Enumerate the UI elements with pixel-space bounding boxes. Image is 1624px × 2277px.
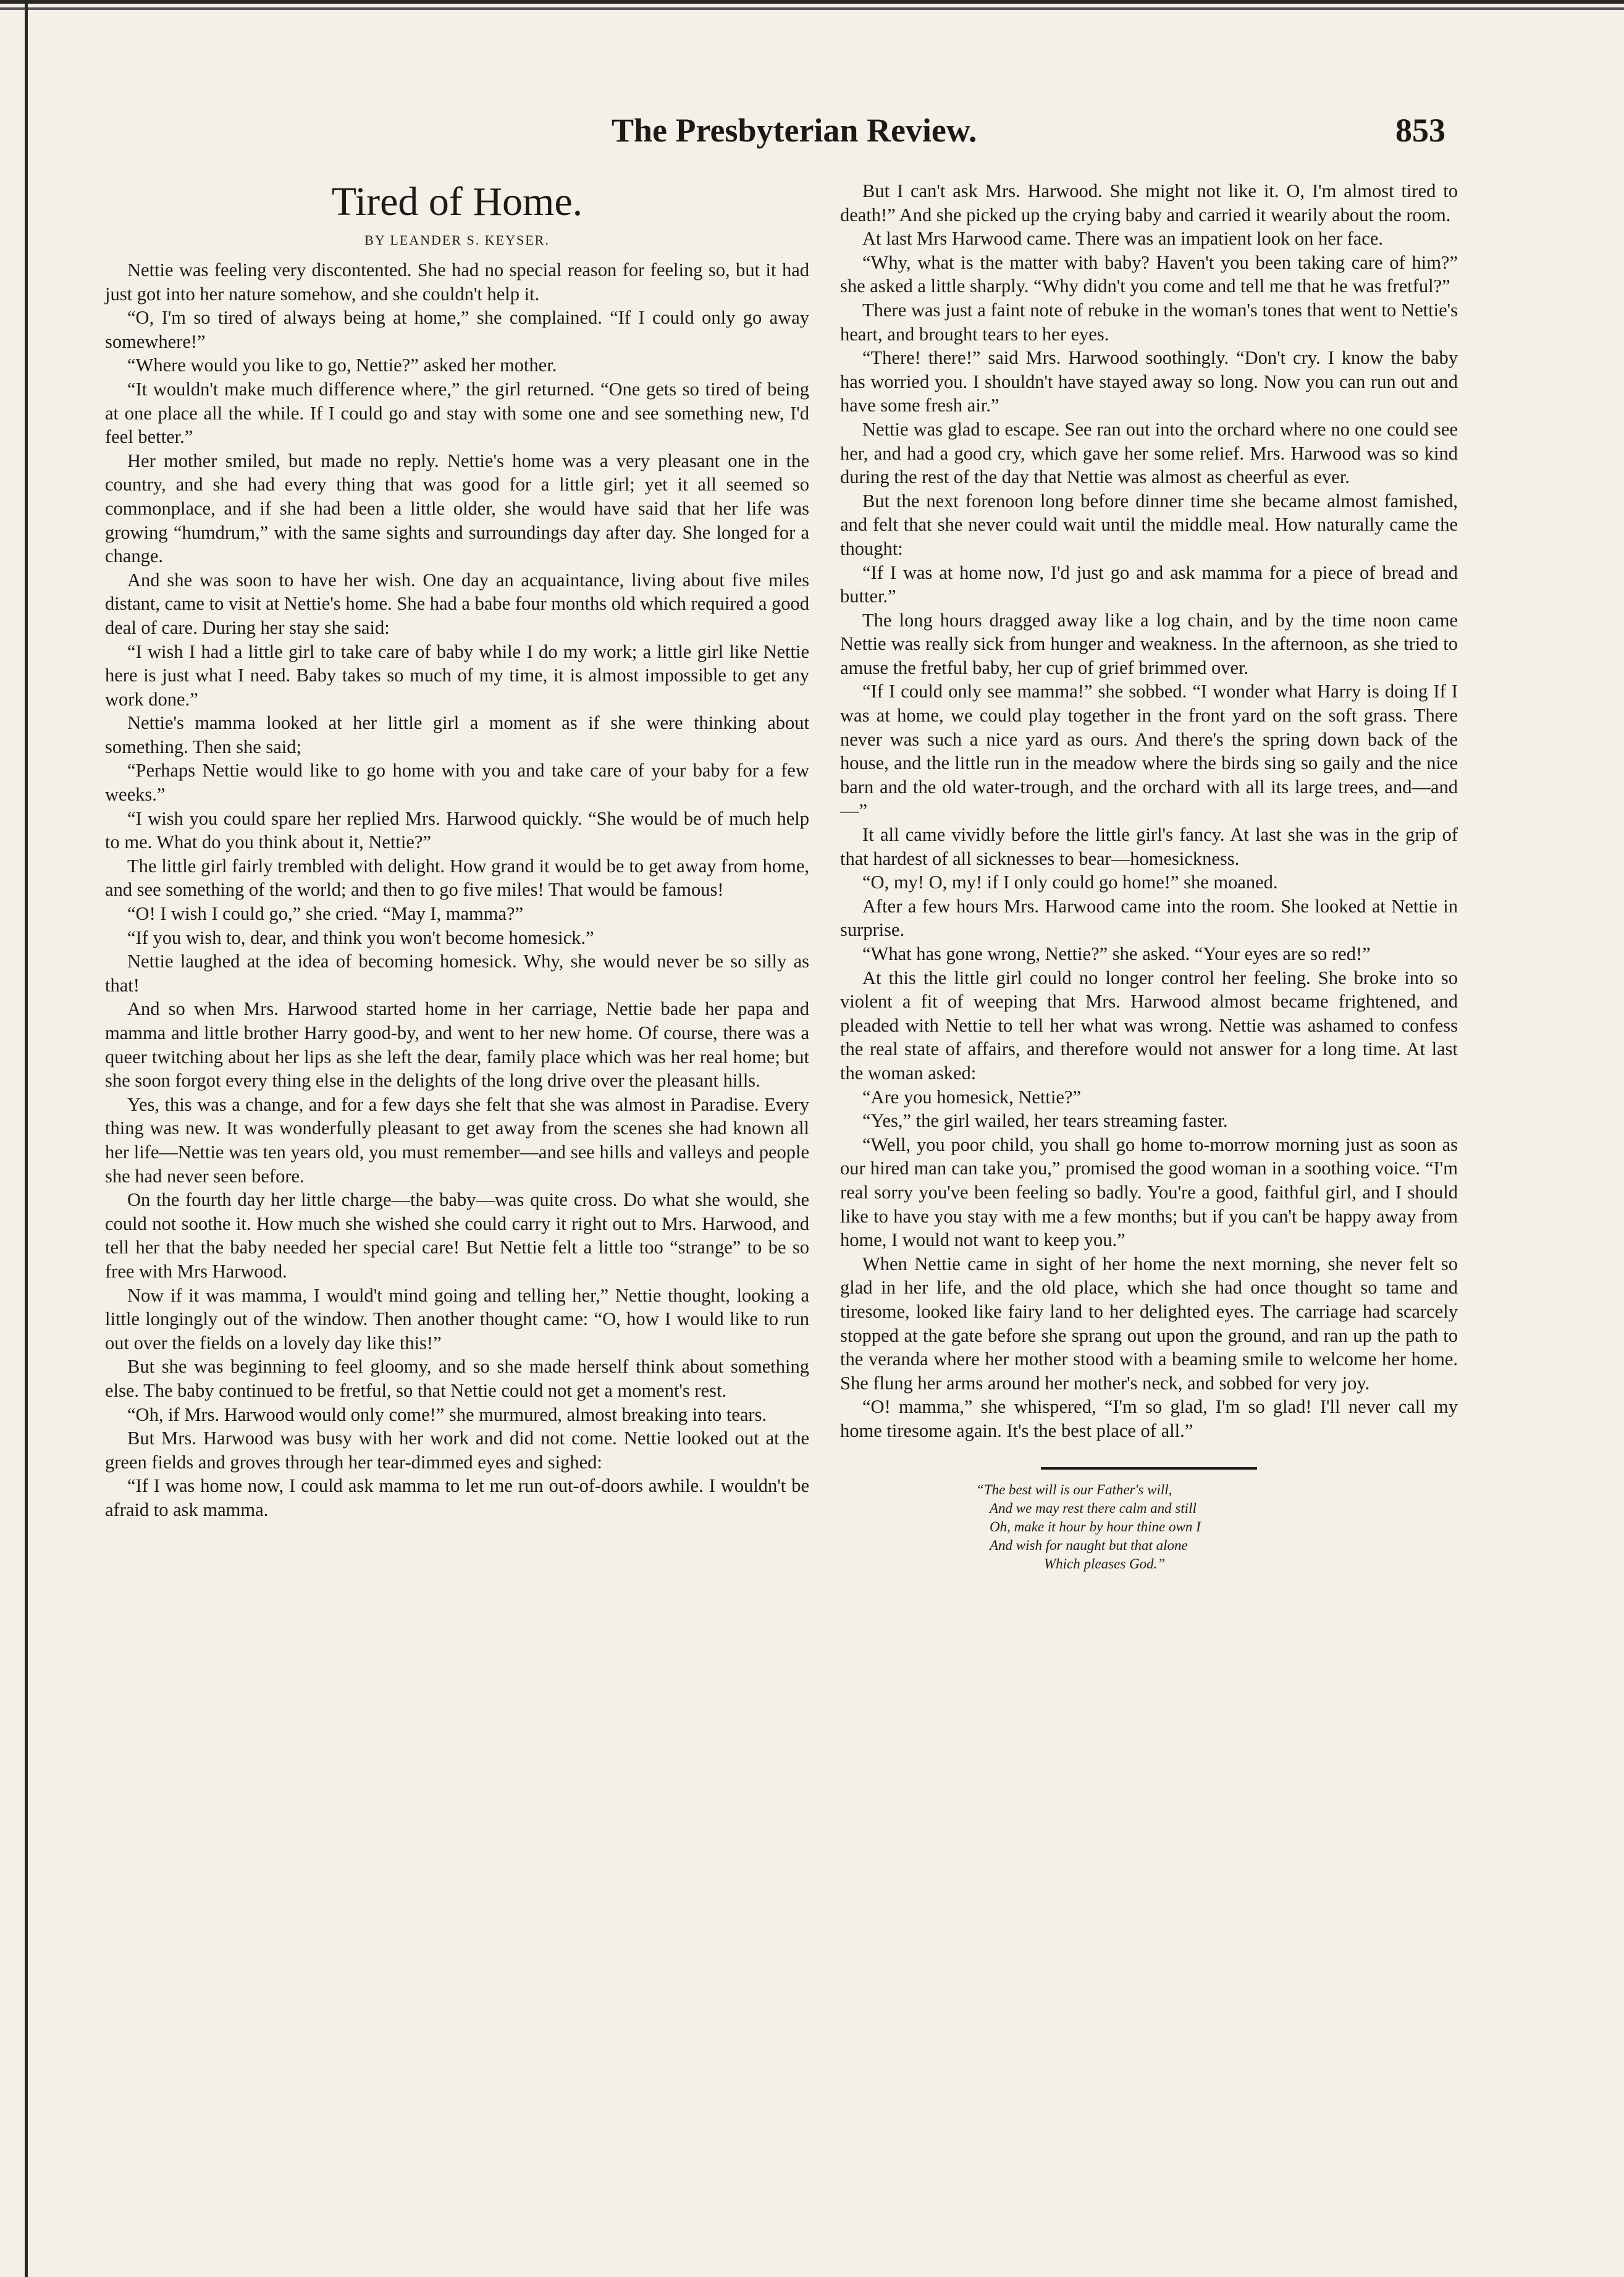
paragraph: “O, I'm so tired of always being at home,” she complained. “If I could only go away somewhere!”: [105, 307, 809, 352]
paragraph: “If I was at home now, I'd just go and ask mamma for a piece of bread and butter.”: [840, 562, 1458, 607]
separator-rule: [1041, 1467, 1257, 1470]
paragraph: “Why, what is the matter with baby? Haven't you been taking care of him?” she asked a little sharply. “Why didn't you come and tell me that he was fretful?”: [840, 251, 1458, 297]
poem-line: And we may rest there calm and still: [990, 1500, 1197, 1517]
poem-line: Oh, make it hour by hour thine own I: [990, 1519, 1201, 1535]
paragraph: “Where would you like to go, Nettie?” asked her mother.: [127, 355, 557, 376]
paragraph: But the next forenoon long before dinner time she became almost famished, and felt that she never could wait until the middle meal. How naturally came the thought:: [840, 490, 1458, 559]
paragraph: When Nettie came in sight of her home the next morning, she never felt so glad in her life, and the old place, which she had once thought so tame and tiresome, looked like fairy land to her delighted eyes. The carriage had scarcely stopped at the gate before she sprang out upon the ground, and ran up the path to the veranda where her mother stood with a beaming smile to welcome her home. She flung her arms around her mother's neck, and sobbed for very joy.: [840, 1253, 1458, 1394]
paragraph: Now if it was mamma, I would't mind going and telling her,” Nettie thought, looking a little longingly out of the window. Then another thought came: “O, how I would like to run out over the fields on a lovely day like this!”: [105, 1284, 809, 1353]
paragraph: Nettie's mamma looked at her little girl a moment as if she were thinking about something. Then she said;: [105, 712, 809, 757]
closing-poem: [976, 1481, 1322, 1573]
paragraph: The long hours dragged away like a log chain, and by the time noon came Nettie was really sick from hunger and weakness. In the afternoon, as she tried to amuse the fretful baby, her cup of grief brimmed over.: [840, 609, 1458, 678]
page-number: 853: [1395, 112, 1445, 149]
right-column: [840, 179, 1458, 1573]
paragraph: “Yes,” the girl wailed, her tears streaming faster.: [862, 1110, 1228, 1132]
paragraph: “If I was home now, I could ask mamma to let me run out-of-doors awhile. I wouldn't be afraid to ask mamma.: [105, 1475, 809, 1520]
paragraph: Yes, this was a change, and for a few days she felt that she was almost in Paradise. Every thing was new. It was wonderfully pleasant to get away from the scenes she had known all her life—Nettie was ten years old, you must remember—and see hills and valleys and people she had never seen before.: [105, 1093, 809, 1187]
poem-line: Which pleases God.”: [1044, 1556, 1166, 1572]
poem-line: And wish for naught but that alone: [990, 1538, 1188, 1554]
paragraph: “O, my! O, my! if I only could go home!” she moaned.: [862, 872, 1278, 893]
right-column-body: [840, 179, 1458, 1442]
paragraph: Her mother smiled, but made no reply. Nettie's home was a very pleasant one in the country, and she had every thing that was good for a little girl; yet it all seemed so commonplace, and if she had been a little older, she would have said that her life was growing “humdrum,” with the same sights and surroundings day after day. She longed for a change.: [105, 450, 809, 567]
paragraph: “Well, you poor child, you shall go home to-morrow morning just as soon as our hired man can take you,” promised the good woman in a soothing voice. “I'm real sorry you've been feeling so badly. You're a good, faithful girl, and I should like to have you stay with me a few months; but if you can't be happy away from home, I would not want to keep you.”: [840, 1134, 1458, 1251]
paragraph: “I wish you could spare her replied Mrs. Harwood quickly. “She would be of much help to me. What do you think about it, Nettie?”: [105, 807, 809, 853]
paragraph: The little girl fairly trembled with delight. How grand it would be to get away from home, and see something of the world; and then to go five miles! That would be famous!: [105, 855, 809, 901]
paragraph: “O! I wish I could go,” she cried. “May I, mamma?”: [127, 903, 524, 925]
paragraph: “Perhaps Nettie would like to go home with you and take care of your baby for a few weeks.”: [105, 760, 809, 806]
paragraph: There was just a faint note of rebuke in the woman's tones that went to Nettie's heart, and brought tears to her eyes.: [840, 299, 1458, 345]
paragraph: “Are you homesick, Nettie?”: [862, 1086, 1081, 1108]
paragraph: It all came vividly before the little girl's fancy. At last she was in the grip of that hardest of all sicknesses to bear—homesickness.: [840, 824, 1458, 869]
paragraph: After a few hours Mrs. Harwood came into the room. She looked at Nettie in surprise.: [840, 895, 1458, 941]
paragraph: “It wouldn't make much difference where,” the girl returned. “One gets so tired of being at one place all the while. If I could go and stay with some one and see something new, I'd feel better.”: [105, 378, 809, 448]
paragraph: Nettie was glad to escape. See ran out into the orchard where no one could see her, and had a good cry, which gave her some relief. Mrs. Harwood was so kind during the rest of the day that Nettie was almost as cheerful as ever.: [840, 418, 1458, 488]
paragraph: And so when Mrs. Harwood started home in her carriage, Nettie bade her papa and mamma and little brother Harry good-by, and went to her new home. Of course, there was a queer twitching about her lips as she left the dear, family place which was her real home; but she soon forgot every thing else in the delights of the long drive over the pleasant hills.: [105, 998, 809, 1092]
paragraph: Nettie was feeling very discontented. She had no special reason for feeling so, but it had just got into her nature somehow, and she couldn't help it.: [105, 259, 809, 305]
byline: BY LEANDER S. KEYSER.: [364, 232, 550, 248]
paragraph: At this the little girl could no longer control her feeling. She broke into so violent a fit of weeping that Mrs. Harwood almost became frightened, and pleaded with Nettie to tell her what was wrong. Nettie was ashamed to confess the real state of affairs, and therefore would not answer for a long time. At last the woman asked:: [840, 967, 1458, 1084]
top-rule: [0, 0, 1624, 16]
paragraph: “I wish I had a little girl to take care of baby while I do my work; a little girl like Nettie here is just what I need. Baby takes so much of my time, it is almost impossible to get any work done.”: [105, 641, 809, 710]
paragraph: “If I could only see mamma!” she sobbed. “I wonder what Harry is doing If I was at home, we could play together in the front yard on the soft grass. There never was such a nice yard as ours. And there's the spring down back of the house, and the little run in the meadow where the birds sing so gaily and the nice barn and the old water-trough, and the orchard with all its large trees, and—and—”: [840, 681, 1458, 822]
paragraph: “O! mamma,” she whispered, “I'm so glad, I'm so glad! I'll never call my home tiresome again. It's the best place of all.”: [840, 1396, 1458, 1441]
paragraph: “If you wish to, dear, and think you won't become homesick.”: [127, 927, 594, 948]
paragraph: But I can't ask Mrs. Harwood. She might not like it. O, I'm almost tired to death!” And she picked up the crying baby and carried it wearily about the room.: [840, 180, 1458, 225]
journal-title: The Presbyterian Review.: [612, 112, 977, 149]
paragraph: On the fourth day her little charge—the baby—was quite cross. Do what she would, she could not soothe it. How much she wished she could carry it right out to Mrs. Harwood, and tell her that the baby needed her special care! But Nettie felt a little too “strange” to be so free with Mrs Harwood.: [105, 1189, 809, 1282]
paragraph: Nettie laughed at the idea of becoming homesick. Why, she would never be so silly as that!: [105, 951, 809, 996]
paragraph: At last Mrs Harwood came. There was an impatient look on her face.: [862, 228, 1383, 250]
poem-line: “The best will is our Father's will,: [976, 1482, 1172, 1498]
article-title: Tired of Home.: [331, 179, 583, 224]
paragraph: “There! there!” said Mrs. Harwood soothingly. “Don't cry. I know the baby has worried you. I shouldn't have stayed away so long. Now you can run out and have some fresh air.”: [840, 347, 1458, 416]
running-head: [612, 111, 1445, 161]
paragraph: And she was soon to have her wish. One day an acquaintance, living about five miles distant, came to visit at Nettie's home. She had a babe four months old which required a good deal of care. During her stay she said:: [105, 569, 809, 638]
left-margin-rule: [25, 0, 28, 2277]
paragraph: But she was beginning to feel gloomy, and so she made herself think about something else. The baby continued to be fretful, so that Nettie could not get a moment's rest.: [105, 1356, 809, 1401]
paragraph: “Oh, if Mrs. Harwood would only come!” she murmured, almost breaking into tears.: [127, 1404, 767, 1425]
paragraph: But Mrs. Harwood was busy with her work and did not come. Nettie looked out at the green fields and groves through her tear-dimmed eyes and sighed:: [105, 1428, 809, 1473]
paragraph: “What has gone wrong, Nettie?” she asked. “Your eyes are so red!”: [862, 943, 1371, 964]
left-column: [105, 179, 809, 1522]
